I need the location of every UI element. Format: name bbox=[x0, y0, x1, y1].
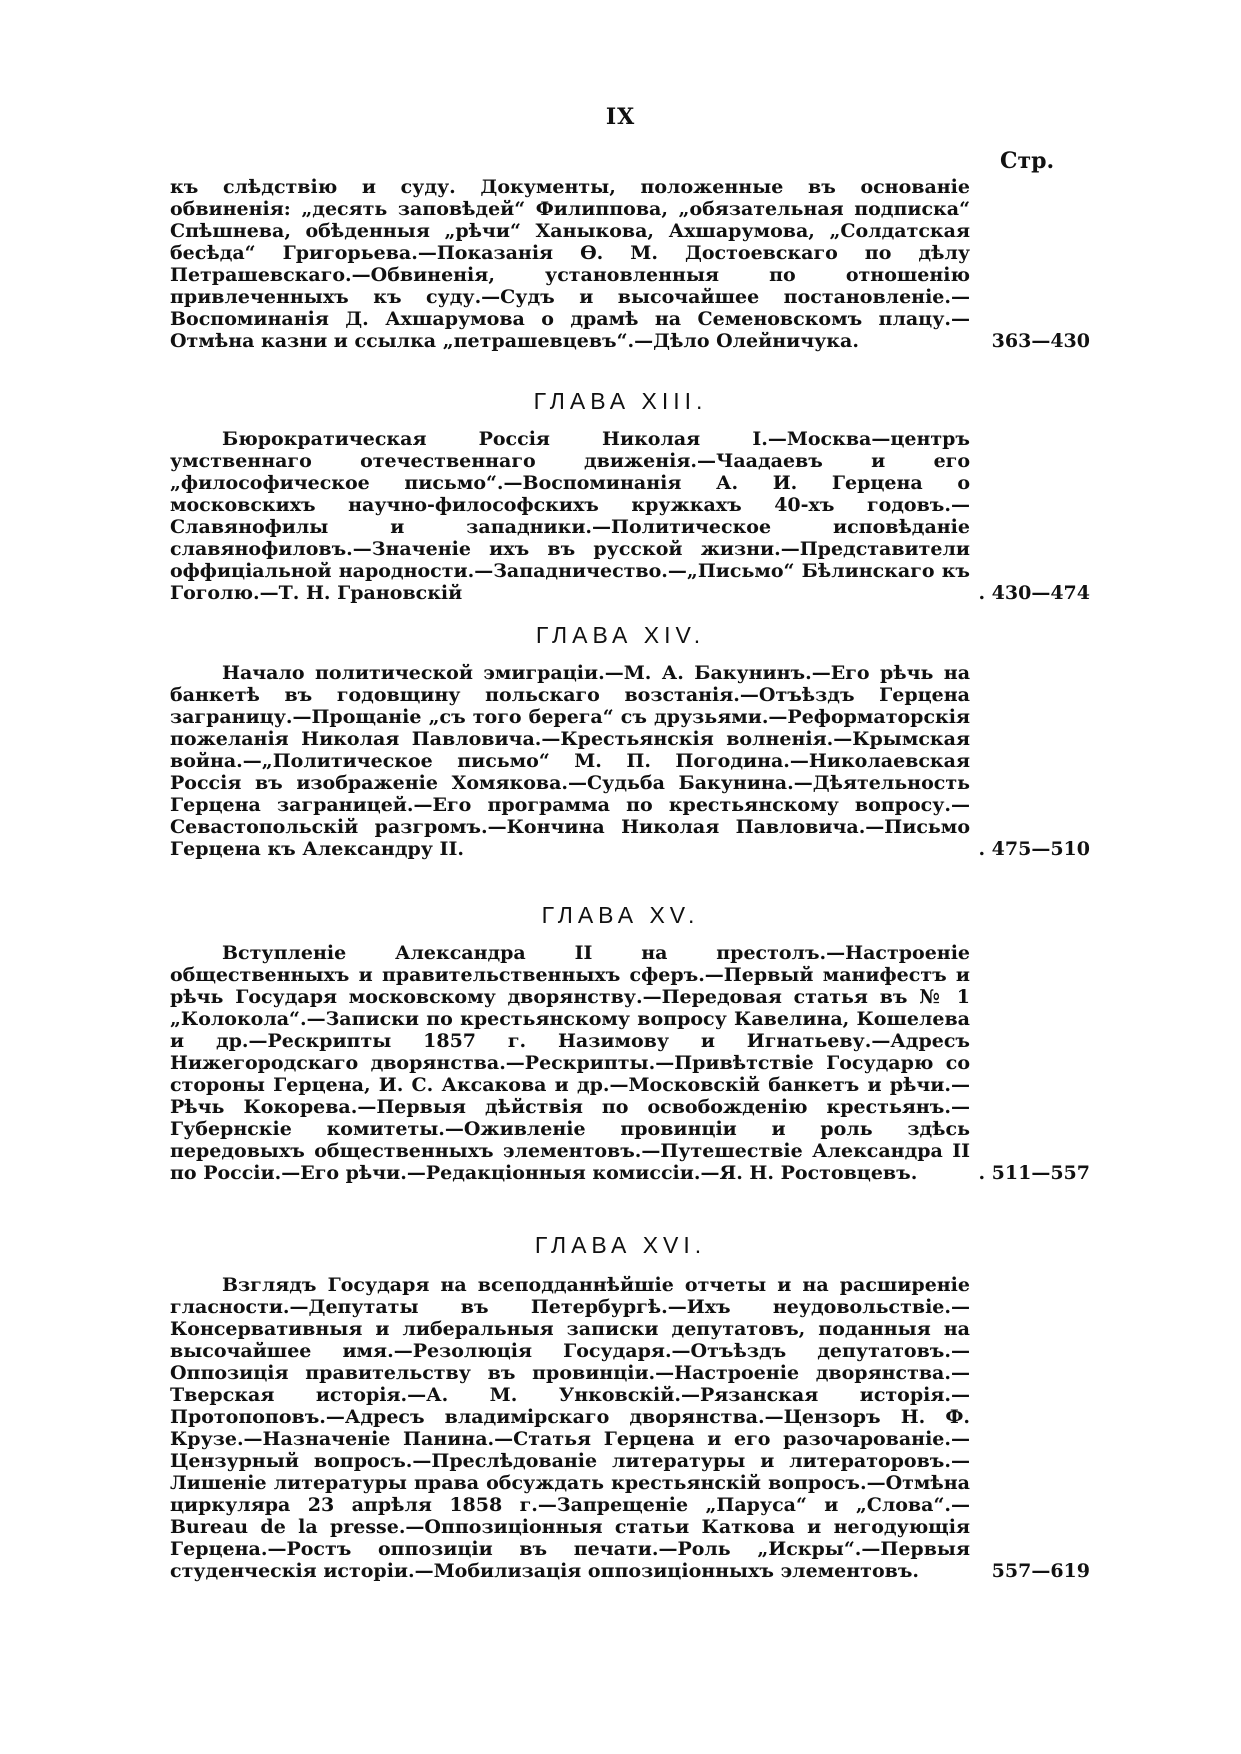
page-number: IX bbox=[605, 104, 636, 130]
toc-entry-ch13 bbox=[170, 428, 1090, 604]
toc-entry-text: къ слѣдствію и суду. Документы, положенные въ основаніе обвиненія: „десять заповѣдей“ Филиппова, „обязательная подписка“ Спѣшнева, обѣденныя „рѣчи“ Ханыкова, Ахшарумова, „Солдатская бесѣда“ Григорьева.—Показанія Ѳ. М. Достоевскаго по дѣлу Петрашевскаго.—Обвиненія, установленныя по отношенію привлеченныхъ къ суду.—Судъ и высочайшее постановленіе.—Воспоминанія Д. Ахшарумова о драмѣ на Семеновскомъ плацу.—Отмѣна казни и ссылка „петрашевцевъ“.—Дѣло Олейничука. bbox=[170, 176, 970, 352]
toc-entry-pages: . 511—557 bbox=[978, 1162, 1090, 1184]
toc-entry-ch15 bbox=[170, 942, 1090, 1184]
toc-entry-ch16 bbox=[170, 1274, 1090, 1582]
toc-entry-pages: 557—619 bbox=[991, 1560, 1090, 1582]
pages-column-label: Стр. bbox=[1000, 148, 1055, 174]
chapter-heading-xvi: ГЛАВА XVI. bbox=[534, 1232, 707, 1258]
chapter-heading-xv: ГЛАВА XV. bbox=[541, 902, 700, 928]
chapter-heading-xiv: ГЛАВА XIV. bbox=[535, 622, 706, 648]
toc-entry-pages: 363—430 bbox=[991, 330, 1090, 352]
toc-entry-ch14 bbox=[170, 662, 1090, 860]
toc-entry-text: Бюрократическая Россія Николая I.—Москва—центръ умственнаго отечественнаго движенія.—Чаадаевъ и его „философическое письмо“.—Воспоминанія А. И. Герцена о московскихъ научно-философскихъ кружкахъ 40-хъ годовъ.—Славянофилы и западники.—Политическое исповѣданіе славянофиловъ.—Значеніе ихъ въ русской жизни.—Представители оффиціальной народности.—Западничество.—„Письмо“ Бѣлинскаго къ Гоголю.—Т. Н. Грановскій bbox=[170, 428, 970, 604]
toc-entry-pages: . 475—510 bbox=[978, 838, 1090, 860]
toc-entry-text: Вступленіе Александра II на престолъ.—Настроеніе общественныхъ и правительственныхъ сферъ.—Первый манифестъ и рѣчь Государя московскому дворянству.—Передовая статья въ № 1 „Колокола“.—Записки по крестьянскому вопросу Кавелина, Кошелева и др.—Рескрипты 1857 г. Назимову и Игнатьеву.—Адресъ Нижегородскаго дворянства.—Рескрипты.—Привѣтствіе Государю со стороны Герцена, И. С. Аксакова и др.—Московскій банкетъ и рѣчи.—Рѣчь Кокорева.—Первыя дѣйствія по освобожденію крестьянъ.—Губернскіе комитеты.—Оживленіе провинціи и роль здѣсь передовыхъ общественныхъ элементовъ.—Путешествіе Александра II по Россіи.—Его рѣчи.—Редакціонныя комиссіи.—Я. Н. Ростовцевъ. bbox=[170, 942, 970, 1184]
chapter-heading-xiii: ГЛАВА XIII. bbox=[533, 388, 708, 414]
toc-entry-text: Начало политической эмиграціи.—М. А. Бакунинъ.—Его рѣчь на банкетѣ въ годовщину польскаго возстанія.—Отъѣздъ Герцена заграницу.—Прощаніе „съ того берега“ съ друзьями.—Реформаторскія пожеланія Николая Павловича.—Крестьянскія волненія.—Крымская война.—„Политическое письмо“ М. П. Погодина.—Николаевская Россія въ изображеніе Хомякова.—Судьба Бакунина.—Дѣятельность Герцена заграницей.—Его программа по крестьянскому вопросу.—Севастопольскій разгромъ.—Кончина Николая Павловича.—Письмо Герцена къ Александру II. bbox=[170, 662, 970, 860]
toc-entry-text: Взглядъ Государя на всеподданнѣйшіе отчеты и на расширеніе гласности.—Депутаты въ Петербургѣ.—Ихъ неудовольствіе.—Консервативныя и либеральныя записки депутатовъ, поданныя на высочайшее имя.—Резолюція Государя.—Отъѣздъ депутатовъ.—Оппозиція правительству въ провинціи.—Настроеніе дворянства.—Тверская исторія.—А. М. Унковскій.—Рязанская исторія.—Протопоповъ.—Адресъ владимірскаго дворянства.—Цензоръ Н. Ф. Крузе.—Назначеніе Панина.—Статья Герцена и его разочарованіе.—Цензурный вопросъ.—Преслѣдованіе литературы и литераторовъ.—Лишеніе литературы права обсуждать крестьянскій вопросъ.—Отмѣна циркуляра 23 апрѣля 1858 г.—Запрещеніе „Паруса“ и „Слова“.—Bureau de la presse.—Оппозиціонныя статьи Каткова и негодующія Герцена.—Ростъ оппозиціи въ печати.—Роль „Искры“.—Первыя студенческія исторіи.—Мобилизація оппозиціонныхъ элементовъ. bbox=[170, 1274, 970, 1582]
toc-entry-pages: . 430—474 bbox=[978, 582, 1090, 604]
toc-entry-ch12-continued bbox=[170, 176, 1090, 352]
